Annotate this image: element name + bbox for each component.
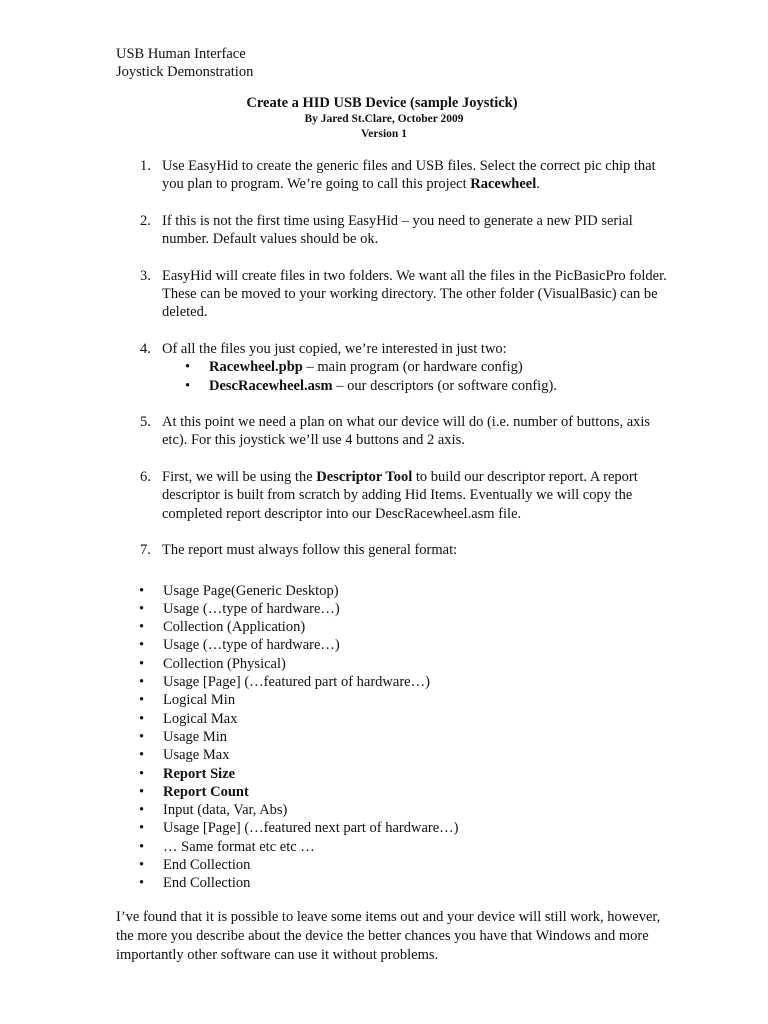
- format-item: [116, 655, 676, 673]
- format-item-text: Usage Min: [163, 728, 228, 745]
- format-item-text: … Same format etc etc …: [163, 838, 315, 855]
- header-line-2: Joystick Demonstration: [116, 64, 254, 80]
- document-header: [116, 45, 253, 81]
- format-item: [116, 728, 676, 746]
- document-title: Create a HID USB Device (sample Joystick): [246, 95, 518, 111]
- step-6: [116, 468, 676, 523]
- step-text: to build our descriptor report. A report descriptor is built from scratch by adding Hid Items. Eventually we will copy the completed report descriptor into our DescRacewheel.asm file.: [162, 469, 638, 522]
- format-item-text: Logical Max: [163, 710, 238, 727]
- header-line-1: USB Human Interface: [116, 46, 246, 62]
- file-name: DescRacewheel.asm: [209, 377, 333, 394]
- format-item-text: Usage [Page] (…featured next part of hardware…): [163, 820, 459, 837]
- numbered-steps: [116, 157, 676, 893]
- format-item-text: Input (data, Var, Abs): [163, 802, 288, 819]
- report-format-list: [116, 582, 676, 893]
- format-item: [116, 710, 676, 728]
- step-2: [116, 212, 676, 249]
- step-5: [116, 413, 676, 450]
- format-item: [116, 636, 676, 654]
- closing-paragraph: I’ve found that it is possible to leave some items out and your device will still work, however, the more you describe about the device the better chances you have that Windows and more importantly other software can use it without problems.: [116, 909, 661, 963]
- step-text: At this point we need a plan on what our device will do (i.e. number of buttons, axis etc). For this joystick we’ll use 4 buttons and 2 axis.: [162, 414, 651, 449]
- step-number: 2.: [140, 212, 151, 229]
- document-version: Version 1: [361, 128, 407, 140]
- step-bold-text: Descriptor Tool: [316, 469, 413, 486]
- format-item-text: Usage [Page] (…featured part of hardware…): [163, 674, 430, 691]
- file-description: – main program (or hardware config): [302, 359, 523, 376]
- format-item: [116, 838, 676, 856]
- format-item: [116, 783, 676, 801]
- title-block: [0, 94, 768, 142]
- format-item-text: End Collection: [163, 856, 251, 873]
- format-item-text: Usage Page(Generic Desktop): [163, 582, 339, 599]
- format-item-text: Report Count: [163, 783, 249, 800]
- step-number: 3.: [140, 267, 151, 284]
- step-text: Use EasyHid to create the generic files and USB files. Select the correct pic chip that you plan to program. We’re going to call this project: [162, 158, 656, 193]
- format-item: [116, 618, 676, 636]
- file-list: [162, 358, 676, 395]
- document-byline: By Jared St.Clare, October 2009: [304, 113, 464, 125]
- format-item-text: Collection (Physical): [163, 655, 286, 672]
- step-text: The report must always follow this general format:: [162, 542, 458, 559]
- format-item: [116, 801, 676, 819]
- format-item-text: Usage Max: [163, 747, 230, 764]
- file-description: – our descriptors (or software config).: [332, 377, 557, 394]
- format-item: [116, 746, 676, 764]
- format-item: [116, 856, 676, 874]
- format-item-text: Report Size: [163, 765, 236, 782]
- step-number: 4.: [140, 340, 151, 357]
- format-item: [116, 600, 676, 618]
- list-item: [162, 377, 676, 395]
- format-item: [116, 691, 676, 709]
- file-name: Racewheel.pbp: [209, 359, 303, 376]
- step-text: First, we will be using the: [162, 469, 317, 486]
- step-text: Of all the files you just copied, we’re interested in just two:: [162, 340, 507, 357]
- format-item-text: Usage (…type of hardware…): [163, 600, 340, 617]
- format-item-text: Collection (Application): [163, 619, 306, 636]
- format-item-text: Logical Min: [163, 692, 236, 709]
- format-item: [116, 582, 676, 600]
- step-number: 6.: [140, 469, 151, 486]
- step-text: EasyHid will create files in two folders. We want all the files in the PicBasicPro folder. These can be moved to your working directory. The other folder (VisualBasic) can be deleted.: [162, 267, 667, 321]
- step-number: 1.: [140, 158, 151, 174]
- step-3: [116, 267, 676, 322]
- step-number: 5.: [140, 414, 151, 431]
- step-1: [116, 157, 676, 194]
- step-7: [116, 541, 676, 559]
- step-text: If this is not the first time using EasyHid – you need to generate a new PID serial number. Default values should be ok.: [162, 212, 633, 248]
- format-item: [116, 874, 676, 892]
- format-item-text: End Collection: [163, 875, 251, 892]
- step-number: 7.: [140, 542, 151, 559]
- step-text: .: [536, 176, 540, 193]
- step-4: [116, 340, 676, 395]
- format-item: [116, 819, 676, 837]
- format-item: [116, 765, 676, 783]
- format-item: [116, 673, 676, 691]
- format-item-text: Usage (…type of hardware…): [163, 637, 340, 654]
- list-item: [162, 358, 676, 376]
- step-bold-text: Racewheel: [470, 176, 537, 193]
